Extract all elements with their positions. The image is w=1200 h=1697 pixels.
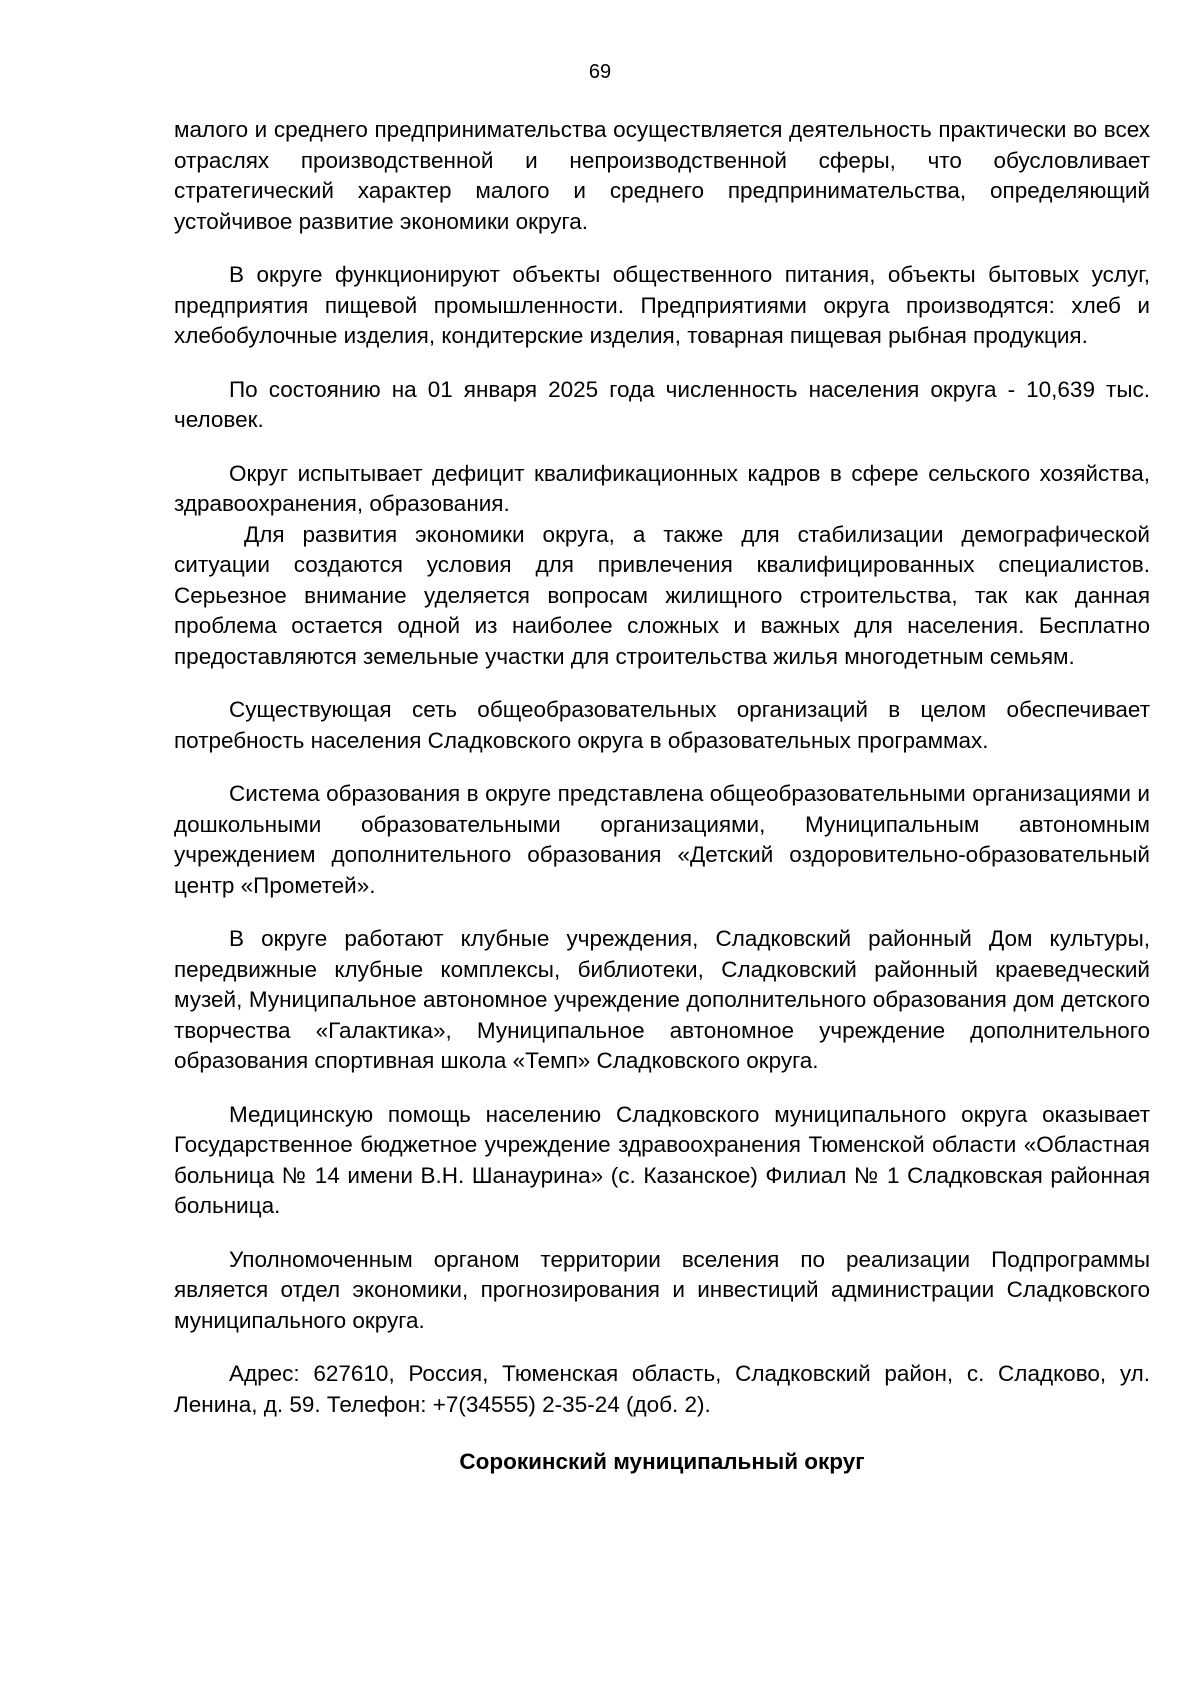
paragraph-continuation: малого и среднего предпринимательства осуществляется деятельность практически во всех отраслях производственной и непроизводственной сферы, что обусловливает стратегический характер малого и среднего предпринимательства, определяющий устойчивое развитие экономики округа. [174, 117, 1150, 234]
paragraph-staff-deficit: Округ испытывает дефицит квалификационных кадров в сфере сельского хозяйства, здравоохранения, образования. [174, 460, 1150, 516]
paragraph-medical-care: Медицинскую помощь населению Сладковского муниципального округа оказывает Государственное бюджетное учреждение здравоохранения Тюменской области «Областная больница № 14 имени В.Н. Шанаурина» (с. Казанское) Филиал № 1 Сладковская районная больница. [174, 1101, 1150, 1218]
paragraph-culture: В округе работают клубные учреждения, Сладковский районный Дом культуры, передвижные клубные комплексы, библиотеки, Сладковский районный краеведческий музей, Муниципальное автономное учреждение дополнительного образования дом детского творчества «Галактика», Муниципальное автономное учреждение дополнительного образования спортивная школа «Темп» Сладковского округа. [174, 926, 1150, 1073]
document-body [174, 115, 1150, 1477]
paragraph-authorized-body: Уполномоченным органом территории вселения по реализации Подпрограммы является отдел экономики, прогнозирования и инвестиций администрации Сладковского муниципального округа. [174, 1246, 1150, 1333]
section-heading: Сорокинский муниципальный округ [459, 1449, 865, 1474]
page-number: 69 [588, 61, 612, 83]
paragraph-education-system: Система образования в округе представлена общеобразовательными организациями и дошкольными образовательными организациями, Муниципальным автономным учреждением дополнительного образования «Детский оздоровительно-образовательный центр «Прометей». [174, 781, 1150, 898]
paragraph-food-industry: В округе функционируют объекты общественного питания, объекты бытовых услуг, предприятия пищевой промышленности. Предприятиями округа производятся: хлеб и хлебобулочные изделия, кондитерские изделия, товарная пищевая рыбная продукция. [174, 262, 1150, 348]
paragraph-schools-network: Существующая сеть общеобразовательных организаций в целом обеспечивает потребность населения Сладковского округа в образовательных программах. [174, 697, 1150, 753]
paragraph-population: По состоянию на 01 января 2025 года численность населения округа - 10,639 тыс. человек. [174, 376, 1150, 432]
paragraph-economy-development: Для развития экономики округа, а также для стабилизации демографической ситуации создаются условия для привлечения квалифицированных специалистов. Серьезное внимание уделяется вопросам жилищного строительства, так как данная проблема остается одной из наиболее сложных и важных для населения. Бесплатно предоставляются земельные участки для строительства жилья многодетным семьям. [174, 521, 1150, 669]
paragraph-address: Адрес: 627610, Россия, Тюменская область, Сладковский район, с. Сладково, ул. Ленина, д. 59. Телефон: +7(34555) 2-35-24 (доб. 2). [174, 1361, 1150, 1417]
